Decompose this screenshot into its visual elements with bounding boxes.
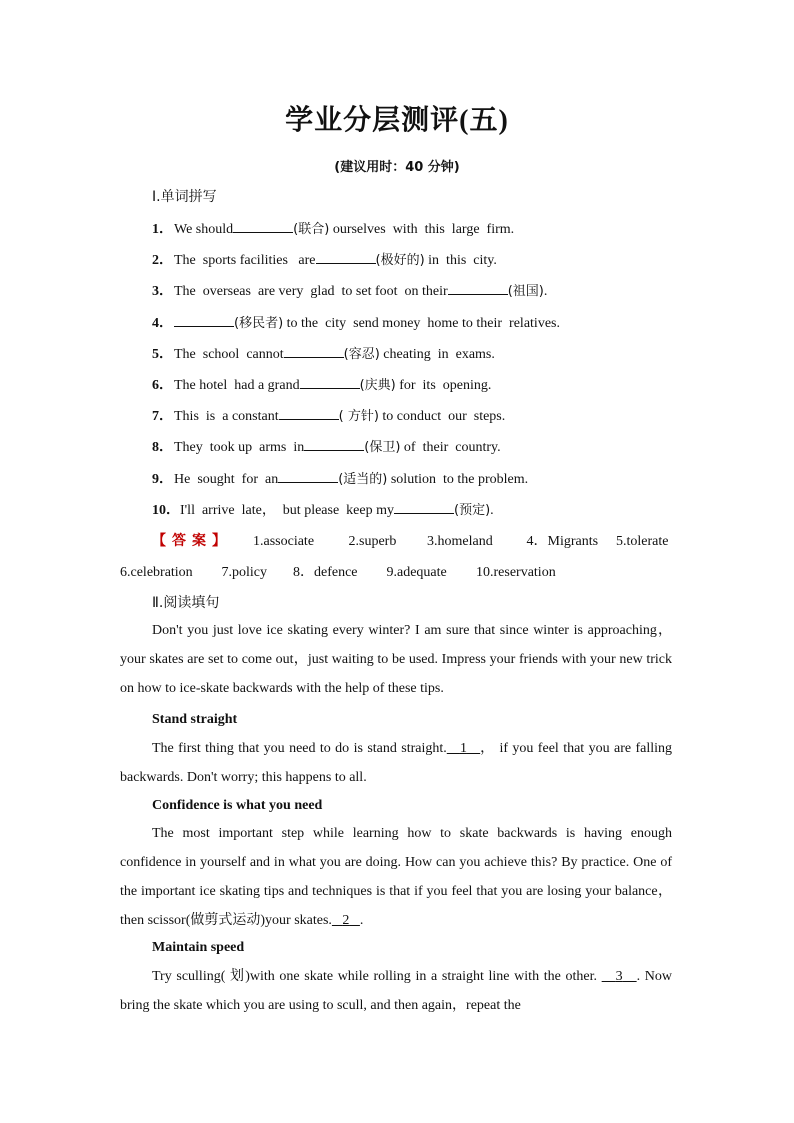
section-2-heading: Ⅱ.阅读填句 bbox=[152, 595, 220, 611]
vocab-item-hint: (预定) bbox=[454, 502, 491, 518]
vocab-item-hint: (容忍) bbox=[343, 346, 380, 362]
blank-2-number: 2 bbox=[342, 913, 350, 928]
vocab-item bbox=[152, 468, 528, 488]
vocab-item bbox=[152, 405, 505, 425]
paragraph-3-text-b: . Now bring the skate which you are using to scull, and then again，repeat the bbox=[120, 969, 673, 1013]
vocab-item-number: 7． bbox=[152, 409, 173, 425]
vocab-item bbox=[152, 343, 495, 363]
page-title: 学业分层测评(五) bbox=[285, 105, 509, 136]
vocab-item-text-after: of their country. bbox=[400, 440, 501, 456]
vocab-item-text-after: cheating in exams. bbox=[379, 346, 495, 362]
answer-row-2 bbox=[120, 561, 556, 581]
vocab-item-number: 4． bbox=[152, 315, 173, 331]
vocab-item bbox=[152, 374, 491, 394]
paragraph-2-text-b: . bbox=[359, 913, 364, 928]
vocab-item-text-after: solution to the problem. bbox=[387, 471, 529, 487]
vocab-item-hint: (保卫) bbox=[364, 440, 401, 456]
answer-label: 【答案】 bbox=[152, 533, 232, 549]
vocab-item-number: 1． bbox=[152, 222, 173, 237]
answer-blank[interactable] bbox=[304, 438, 364, 451]
answer-item: 9.adequate bbox=[386, 565, 447, 580]
vocab-item-hint: (适当的) bbox=[338, 471, 388, 487]
vocab-item bbox=[152, 312, 560, 332]
answer-blank[interactable] bbox=[316, 251, 376, 264]
vocab-item bbox=[152, 218, 514, 238]
vocab-item-number: 5． bbox=[152, 346, 173, 362]
vocab-item bbox=[152, 249, 497, 269]
time-note: (建议用时：40 分钟) bbox=[334, 160, 460, 175]
answer-item: 6.celebration bbox=[120, 565, 193, 580]
answer-blank[interactable] bbox=[278, 470, 338, 483]
vocab-item-hint: (移民者) bbox=[234, 315, 284, 331]
vocab-item-number: 6． bbox=[152, 378, 173, 393]
answer-item: 2.superb bbox=[348, 534, 397, 549]
intro-text: Don't you just love ice skating every winter? I am sure that since winter is approaching， your skates are set to come out，just waiting to be used. Impress your friends with your new trick on how to ice‑skate backwards with the help of these tips. bbox=[120, 623, 672, 696]
vocab-item-number: 2． bbox=[152, 253, 173, 269]
blank-3-number: 3 bbox=[615, 969, 623, 984]
vocab-item-hint: (庆典) bbox=[359, 378, 396, 393]
vocab-item-number: 3． bbox=[152, 284, 173, 300]
vocab-item-number: 10． bbox=[152, 502, 180, 518]
vocab-item-text-before: We should bbox=[174, 222, 234, 237]
blank-1 bbox=[447, 741, 480, 756]
answer-blank[interactable] bbox=[233, 220, 293, 233]
answer-item: 3.homeland bbox=[427, 534, 493, 549]
vocab-item-text-before: The overseas are very glad to set foot on their bbox=[174, 284, 448, 300]
vocab-item-text-before: This is a constant bbox=[174, 409, 279, 425]
vocab-item-text-before: He sought for an bbox=[174, 471, 279, 487]
paragraph-1-text-a: The first thing that you need to do is stand straight. bbox=[152, 741, 447, 756]
answer-item: 4．Migrants bbox=[526, 534, 599, 549]
vocab-item-hint: (联合) bbox=[293, 222, 330, 237]
vocab-item-hint: (祖国) bbox=[507, 284, 544, 300]
vocab-item-text-after: for its opening. bbox=[395, 378, 492, 393]
vocab-item bbox=[152, 499, 494, 519]
subheading-maintain-speed: Maintain speed bbox=[152, 940, 245, 955]
answer-blank[interactable] bbox=[284, 345, 344, 358]
vocab-item-hint: (极好的) bbox=[375, 253, 425, 269]
vocab-item-text-after: to conduct our steps. bbox=[378, 409, 506, 425]
paragraph-3 bbox=[120, 962, 672, 1020]
vocab-item-text-before: The hotel had a grand bbox=[174, 378, 300, 393]
subheading-confidence: Confidence is what you need bbox=[152, 798, 323, 813]
blank-2 bbox=[332, 913, 360, 928]
paragraph-1-text-b: ， if you feel that you are falling backwards. Don't worry; this happens to all. bbox=[120, 741, 673, 785]
vocab-item-text-after: . bbox=[543, 284, 548, 300]
vocab-item-number: 8． bbox=[152, 440, 173, 456]
answer-blank[interactable] bbox=[448, 282, 508, 295]
answer-item: 10.reservation bbox=[476, 565, 556, 580]
subheading-stand-straight: Stand straight bbox=[152, 712, 238, 727]
vocab-item-hint: ( 方针) bbox=[338, 409, 379, 425]
answer-item: 8．defence bbox=[293, 565, 358, 580]
answer-blank[interactable] bbox=[279, 407, 339, 420]
paragraph-1 bbox=[120, 734, 672, 792]
answer-blank[interactable] bbox=[394, 501, 454, 514]
paragraph-3-text-a: Try sculling( 划)with one skate while rolling in a straight line with the other. bbox=[152, 969, 597, 984]
vocab-item bbox=[152, 280, 547, 300]
vocab-item-number: 9． bbox=[152, 471, 173, 487]
blank-1-number: 1 bbox=[459, 741, 467, 756]
answer-item: 1.associate bbox=[253, 534, 315, 549]
answer-item: 7.policy bbox=[221, 565, 267, 580]
answer-item: 5.tolerate bbox=[616, 534, 669, 549]
vocab-item-text-before: The school cannot bbox=[174, 346, 284, 362]
answer-row-1 bbox=[152, 530, 668, 550]
answer-blank[interactable] bbox=[300, 376, 360, 389]
answer-blank[interactable] bbox=[174, 314, 234, 327]
intro-paragraph bbox=[120, 616, 672, 703]
blank-3 bbox=[602, 969, 637, 984]
vocab-item-text-before: They took up arms in bbox=[174, 440, 305, 456]
vocab-item-text-before: The sports facilities are bbox=[174, 253, 316, 269]
section-1-heading: Ⅰ.单词拼写 bbox=[152, 189, 217, 205]
paragraph-2-text-a: The most important step while learning how to skate backwards is having enough confidence in yourself and in what you are doing. How can you achieve this? By practice. One of the important ice skating tips and techniques is that if you feel that you are losing your balance，then scissor(做剪式运动)your skates. bbox=[120, 826, 672, 928]
vocab-item-text-after: . bbox=[490, 502, 494, 518]
vocab-item-text-after: to the city send money home to their relatives. bbox=[283, 315, 560, 331]
paragraph-2 bbox=[120, 819, 672, 935]
vocab-item-text-before: I'll arrive late， but please keep my bbox=[180, 502, 394, 518]
vocab-item-text-after: ourselves with this large firm. bbox=[329, 222, 515, 237]
vocab-item bbox=[152, 436, 501, 456]
vocab-item-text-after: in this city. bbox=[424, 253, 497, 269]
